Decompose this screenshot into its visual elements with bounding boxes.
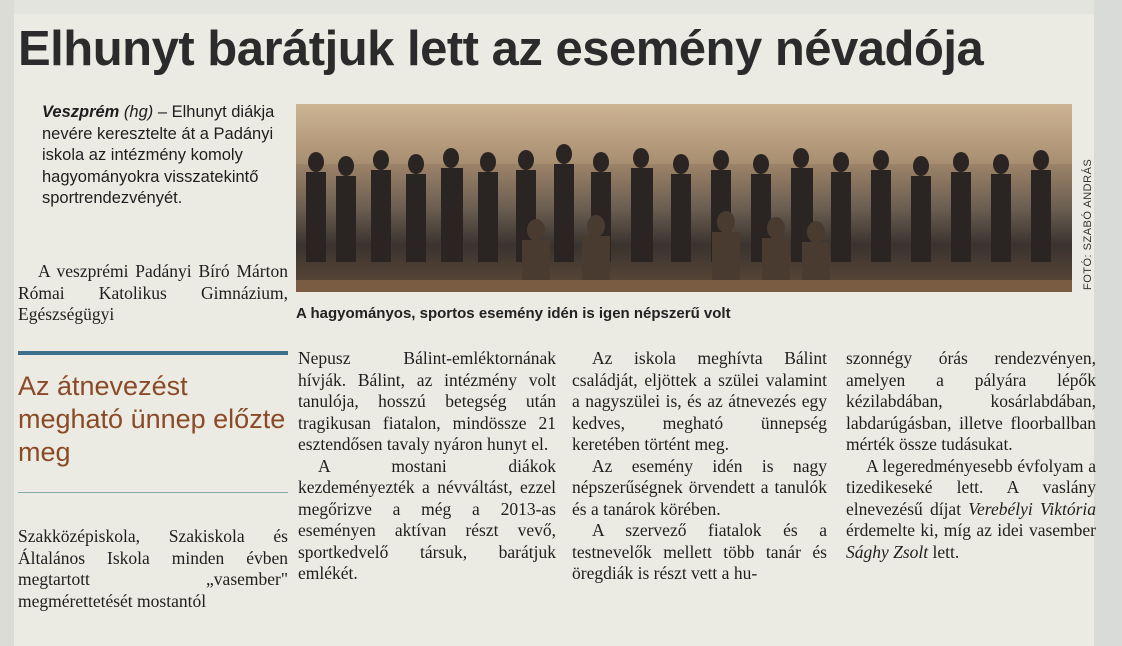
- body-paragraph: A veszprémi Padányi Bíró Márton Római Katolikus Gimnázium, Egészségügyi: [18, 261, 288, 324]
- winner-name-girl: Verebélyi Viktória: [968, 498, 1096, 519]
- body-text: lett.: [928, 541, 960, 562]
- page-edge-right: [1094, 0, 1122, 646]
- body-text: A legeredményesebb évfolyam a tizedikeseké lett. A vaslány elnevezésű díjat: [846, 455, 1096, 519]
- body-paragraph: Nepusz Bálint-emléktornának hívják. Bálint, az intézmény volt tanulója, hosszú betegség után tragikusan fiatalon, mindössze 21 esztendősen tavaly nyáron hunyt el.: [298, 348, 556, 454]
- dateline-author: (hg): [119, 103, 154, 121]
- body-paragraph: A szervező fiatalok és a testnevelők mellett több tanár és öregdiák is részt vett a hu-: [572, 520, 827, 583]
- dateline-place: Veszprém: [42, 103, 120, 121]
- body-paragraph: Az esemény idén is nagy népszerűségnek örvendett a tanulók és a tanárok körében.: [572, 455, 827, 519]
- photo-caption: A hagyományos, sportos esemény idén is igen népszerű volt: [296, 305, 731, 322]
- body-paragraph: [846, 456, 1096, 564]
- body-paragraph: szonnégy órás rendezvényen, amelyen a pályára lépők kézilabdában, kosárlabdában, labdarúgásban, illetve floorballban mérték össze tudásukat.: [846, 348, 1096, 454]
- column-1-bottom: [18, 526, 288, 612]
- photo-credit: [1080, 140, 1096, 300]
- photo-credit-text: FOTÓ: SZABÓ ANDRÁS: [1082, 158, 1094, 290]
- article-headline: Elhunyt barátjuk lett az esemény névadója: [18, 22, 984, 76]
- article-subhead: Az átnevezést megható ünnep előzte meg: [18, 371, 286, 467]
- body-paragraph: Szakközépiskola, Szakiskola és Általános Iskola minden évben megtartott „vasember" megmérettetését mostantól: [18, 526, 288, 611]
- article-lead: [42, 102, 288, 210]
- lead-paragraph: [42, 102, 288, 210]
- body-paragraph: A mostani diákok kezdeményezték a névváltást, ezzel megőrizve a még a 2013-as eseményen aktívan részt vevő, sportkedvelő társuk, barátjuk emlékét.: [298, 455, 556, 583]
- lead-text: – Elhunyt diákja nevére keresztelte át a Padányi iskola az intézmény komoly hagyományokra visszatekintő sportrendezvényét.: [42, 103, 275, 207]
- subhead-bottom-rule: [18, 492, 288, 493]
- column-1-top: [18, 261, 288, 326]
- crowd-silhouettes: [296, 142, 1072, 292]
- page-edge-top: [0, 0, 1122, 14]
- body-text: érdemelte ki, míg az idei vasember: [846, 520, 1096, 540]
- page-edge-left: [0, 0, 14, 646]
- winner-name-boy: Sághy Zsolt: [846, 541, 929, 562]
- subhead-rule: [18, 351, 288, 355]
- group-photo: [296, 104, 1072, 292]
- body-paragraph: Az iskola meghívta Bálint családját, eljöttek a szülei valamint a nagyszülei is, és az átnevezés egy kedves, megható ünnepség keretében történt meg.: [572, 348, 827, 454]
- column-3: [572, 348, 827, 585]
- column-2: [298, 348, 556, 585]
- column-4: [846, 348, 1096, 563]
